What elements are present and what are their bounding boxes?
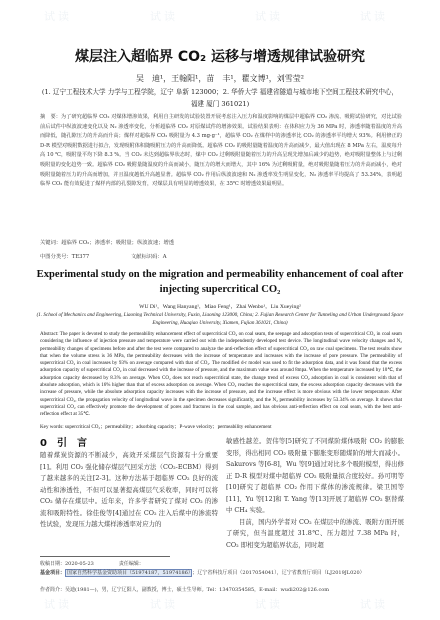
funding-label: 基金项目： <box>40 570 66 576</box>
footnote-funding <box>40 569 402 577</box>
footnote-author: 作者简介：吴迪(1981—)，男，辽宁辽阳人，副教授，博士，硕士生导师。Tel：13470354585，E-mail：wudi202@126.com <box>40 587 330 593</box>
watermark: 试读 <box>150 598 178 611</box>
section-heading: 0 引 言 <box>40 438 87 449</box>
english-title: Experimental study on the migration and permeability enhancement of coal after injecting supercritical CO₂ <box>36 269 404 295</box>
watermark: 试读 <box>44 10 72 23</box>
document-code: 文献标识码：A <box>130 254 167 260</box>
english-keywords: Key words: supercritical CO₂；permeability；adsorbing capacity；P-wave velocity；permeability enhancement <box>40 424 272 430</box>
funding-rest: ；辽宁省科技厅项目（2017054041），辽宁省教育厅项目（LJ2019JL020） <box>192 570 365 576</box>
watermark: 试读 <box>360 598 388 611</box>
watermark: 试读 <box>255 598 283 611</box>
chinese-keywords: 关键词：超临界 CO₂；渗透率；吸附量；纵波波速；增透 <box>40 240 175 246</box>
classification-line <box>40 252 402 260</box>
watermark: 试读 <box>255 10 283 23</box>
watermark: 试读 <box>360 10 388 23</box>
footnote-divider <box>40 556 170 557</box>
watermark: 试读 <box>150 10 178 23</box>
funding-highlight: 国家自然科学基金资助项目（51974187，51974186） <box>67 570 191 576</box>
english-abstract: Abstract: The paper is devoted to study the permeability enhancement effect of supercritical CO₂ on coal seam, the seepage and adsorption tests of supercritical CO₂ in coal seam considering the influence of injection pressure and temperature were carried out with the independently developed test device. The longitudinal wave velocity changes and N₂ permeability changes of specimens before and after the test were compared to analyze the anti-reflection effect of supercritical CO₂ on raw coal specimens. The test results show that when the volume stress is 36 MPa, the permeability decreases with the increase of temperature and increases with the increase of pore pressure. The permeability of supercritical CO₂ in coal increases by 93% on average compared with that of CO₂. The modified d-r model was used to fit the adsorption data, and it was found that the excess adsorption capacity of supercritical CO₂ in coal decreased with the increase of pressure, and the maximum value was around 8mpa. When the temperature increased by 10℃, the adsorption capacity decreased by 8.3% on average. When CO₂ does not reach supercritical state, the change trend of excess CO₂ adsorption in coal is consistent with that of absolute adsorption, which is 16% higher than that of excess adsorption on average. When CO₂ reaches the supercritical state, the excess adsorption capacity decreases with the increase of pressure, while the absolute adsorption capacity increases with the increase of pressure, and the increase effect is more obvious with the lower temperature. After supercritical CO₂, the propagation velocity of longitudinal wave in the specimen decreases significantly, and the N₂ permeability increases by 53.34% on average. It shows that supercritical CO₂ can effectively promote the development of pores and fractures in the coal sample, and has obvious anti-reflection effect on coal seam, with the best anti-reflection effect at 35℃. <box>40 331 402 418</box>
chinese-affiliation: (1. 辽宁工程技术大学 力学与工程学院，辽宁 阜新 123000；2. 华侨大学 福建省隧道与城市地下空间工程技术研究中心，福建 厦门 361021) <box>41 88 399 108</box>
chinese-abstract: 摘 要：为了研究超临界 CO₂ 对煤体增渗效果，利用自主研发的试验装置开展考虑注入压力和温度影响的煤层中超临界 CO₂ 渗流、吸附试验研究，对比试验前后试件中纵波波速变化以及 N₂ 渗透率变化，分析超临界 CO₂ 对原煤试件的增渗效果。试验结果表明：在体积应力为 36 MPa 时，渗透率随着温度的升高而降低，随孔隙压力的升高而升高；煤样对超临界 CO₂ 吸附量为 4.3 mg·g⁻¹，超临界 CO₂ 在煤样中的渗透率比 CO₂ 的渗透率平均增大 93%。利用修正的 D-R 模型对吸附数据进行拟合，发现吸附体积随吸附压力的升高而降低。超临界 CO₂ 的吸附量随着温度的升高而减少，最大值出现在 8 MPa 左右，温度每升高 10 ℃，吸附量平均下降 8.3 %。当 CO₂ 未达到超临界状态时，煤中 CO₂ 过剩吸附量随着压力的升高呈现先增加后减少的趋势，绝对吸附量整体上与过剩吸附量的变化趋势一致。超临界 CO₂ 吸附量随温度的升高而减小，随压力的增大而增大，其中 16% 为过剩吸附量，绝对吸附量随着压力的升高而减小，绝对吸附量随着压力的升高而增加，并且温度越低升高越显著。超临界 CO₂ 作用后纵波波速和 N₂ 渗透率发生明显变化，N₂ 渗透率平均提高了 53.34%，表明超临界 CO₂ 能有效促进了煤样内部的孔裂隙发育，对煤层具有明显的增透效果，在 35℃ 时增透效果最明显。 <box>40 114 402 188</box>
chinese-title: 煤层注入超临界 CO₂ 运移与增透规律试验研究 <box>74 49 366 65</box>
footnote-received: 收稿日期：2020-05-23 责任编辑： <box>40 561 144 567</box>
chinese-authors: 吴 迪¹，王翰阳¹，苗 丰¹，瞿文博¹，刘雪莹² <box>135 74 305 83</box>
class-number: 中图分类号：TE377 <box>40 254 90 260</box>
intro-left-column: 随着煤炭资源的不断减少，高效开采煤层气资源有十分重要[1]。利用 CO₂ 强化储存煤层气回采方法（CO₂-ECBM）得到了越来越多的关注[2-3]。这种方法基于超临界 CO₂ 良好的流动性和渗透性，不但可以显著提高煤层气采收率，同时可以将 CO₂ 储存在煤层中。近年来，许多学者研究了煤对 CO₂ 的渗流和吸附特性。徐佳俊等[4]通过在 CO₂ 注入后煤中的渗流特性试验，发现压力越大煤样渗透率对应力的 <box>40 451 218 528</box>
english-affiliation: (1. School of Mechanics and Engineering, Liaoning Technical University, Fuxin, Liaoning 123000, China; 2. Fujian Research Center for Tunneling and Urban Underground Space Engineering, Huaqiao University, Xiamen, Fujian 361021, China) <box>36 312 404 327</box>
watermark: 试读 <box>44 598 72 611</box>
intro-right-column: 敏感性越差。贺伟等[5]研究了不同煤阶煤体吸附 CO₂ 的膨胀变形，得出相同 CO₂ 吸附量下膨胀变形随煤阶的增大而减小。Sakurovs 等[6-8]，Wu 等[9]通过对比多个吸附模型，得出修正 D-R 模型对煤中超临界 CO₂ 吸附量拟合度较好。孙可明等[10]研究了超临界 CO₂ 作用下煤体的渗流规律。梁卫国等[11]、Yu 等[12]和 T. Yang 等[13]开展了超临界 CO₂ 驱替煤中 CH₄ 实验。 目前，国内外学者对 CO₂ 在煤层中的渗流、吸附方面开展了研究，但当温度超过 31.8℃、压力超过 7.38 MPa 时，CO₂ 即相变为超临界状态，同时超 <box>226 437 404 549</box>
english-authors: WU Di¹，Wang Hanyang¹，Miao Feng¹，Zhai Wenbo¹，Liu Xueying² <box>139 304 301 310</box>
